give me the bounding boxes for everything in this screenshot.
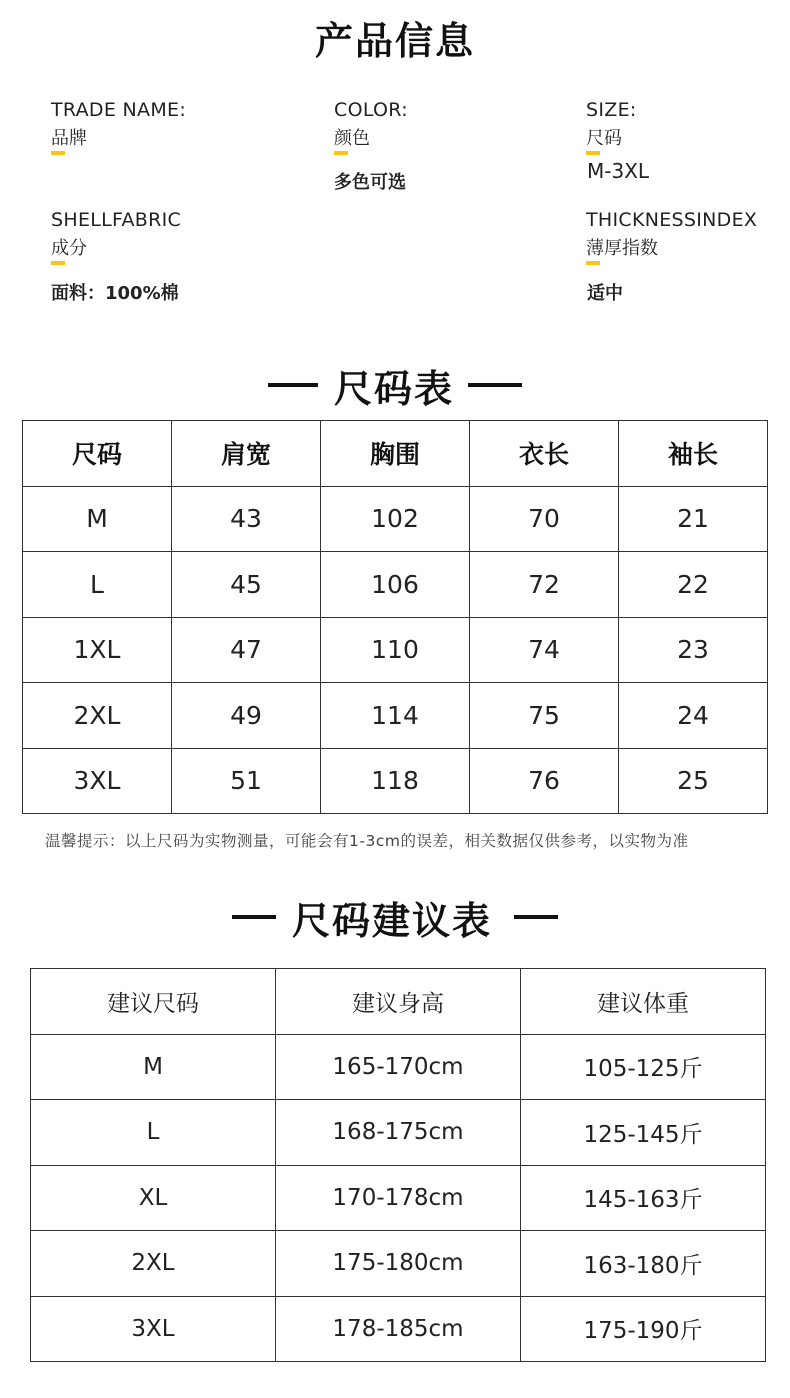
- table-header-row: [23, 421, 768, 487]
- table-cell: 170-178cm: [276, 1165, 521, 1231]
- table-cell: 51: [172, 748, 321, 814]
- table-cell: 75: [470, 683, 619, 749]
- table-cell: L: [23, 552, 172, 618]
- table-cell: 43: [172, 486, 321, 552]
- table-row: [23, 552, 768, 618]
- header-cell: 建议体重: [521, 969, 766, 1035]
- table-cell: 72: [470, 552, 619, 618]
- table-cell: 110: [321, 617, 470, 683]
- table-cell: L: [31, 1100, 276, 1166]
- table-row: [31, 1100, 766, 1166]
- shell-fabric-value: 面料：100%棉: [51, 283, 179, 304]
- table-cell: XL: [31, 1165, 276, 1231]
- size-label-en: SIZE:: [586, 99, 637, 121]
- table-cell: 168-175cm: [276, 1100, 521, 1166]
- table-cell: 70: [470, 486, 619, 552]
- thickness-accent-bar: [586, 261, 600, 265]
- table-cell: 114: [321, 683, 470, 749]
- size-note: 温馨提示：以上尺码为实物测量，可能会有1-3cm的误差，相关数据仅供参考，以实物为准: [45, 832, 689, 850]
- title-dash-right: [468, 383, 522, 387]
- table-row: [23, 748, 768, 814]
- title-dash-left: [268, 383, 318, 387]
- shell-fabric-label-en: SHELLFABRIC: [51, 209, 182, 231]
- size-chart-table: [22, 420, 768, 814]
- color-label-en: COLOR:: [334, 99, 408, 121]
- header-cell: 肩宽: [172, 421, 321, 487]
- table-cell: 118: [321, 748, 470, 814]
- table-cell: 106: [321, 552, 470, 618]
- recommend-chart-table: [30, 968, 766, 1362]
- header-cell: 袖长: [619, 421, 768, 487]
- table-row: [23, 486, 768, 552]
- header-cell: 衣长: [470, 421, 619, 487]
- table-cell: 25: [619, 748, 768, 814]
- table-row: [23, 617, 768, 683]
- trade-name-label-en: TRADE NAME:: [51, 99, 187, 121]
- shell-fabric-label-cn: 成分: [51, 238, 87, 259]
- table-row: [31, 1165, 766, 1231]
- size-accent-bar: [586, 151, 600, 155]
- recommend-chart-heading: [0, 892, 790, 942]
- product-info-title: 产品信息: [314, 19, 475, 63]
- size-chart-heading: [0, 360, 790, 410]
- color-label-cn: 颜色: [334, 128, 370, 149]
- header-cell: 尺码: [23, 421, 172, 487]
- table-cell: 23: [619, 617, 768, 683]
- title-dash-right: [514, 915, 558, 919]
- table-cell: 22: [619, 552, 768, 618]
- table-cell: 175-180cm: [276, 1231, 521, 1297]
- trade-name-accent-bar: [51, 151, 65, 155]
- size-value: M-3XL: [587, 159, 650, 183]
- size-label-cn: 尺码: [586, 128, 622, 149]
- size-chart-title: 尺码表: [333, 366, 454, 411]
- table-cell: 178-185cm: [276, 1296, 521, 1362]
- table-cell: 105-125斤: [521, 1034, 766, 1100]
- table-cell: 125-145斤: [521, 1100, 766, 1166]
- thickness-label-en: THICKNESSINDEX: [586, 209, 758, 231]
- table-cell: 2XL: [23, 683, 172, 749]
- header-cell: 建议尺码: [31, 969, 276, 1035]
- header-cell: 胸围: [321, 421, 470, 487]
- table-row: [23, 683, 768, 749]
- table-row: [31, 1034, 766, 1100]
- table-cell: 45: [172, 552, 321, 618]
- table-cell: 102: [321, 486, 470, 552]
- table-cell: 145-163斤: [521, 1165, 766, 1231]
- table-cell: 165-170cm: [276, 1034, 521, 1100]
- table-cell: 2XL: [31, 1231, 276, 1297]
- color-value: 多色可选: [334, 172, 406, 193]
- trade-name-label-cn: 品牌: [51, 128, 87, 149]
- table-cell: 49: [172, 683, 321, 749]
- shell-fabric-accent-bar: [51, 261, 65, 265]
- table-row: [31, 1231, 766, 1297]
- table-cell: 3XL: [31, 1296, 276, 1362]
- table-cell: 163-180斤: [521, 1231, 766, 1297]
- table-cell: 47: [172, 617, 321, 683]
- table-header-row: [31, 969, 766, 1035]
- recommend-chart-title: 尺码建议表: [291, 898, 492, 943]
- table-row: [31, 1296, 766, 1362]
- table-cell: 175-190斤: [521, 1296, 766, 1362]
- table-cell: M: [23, 486, 172, 552]
- table-cell: 76: [470, 748, 619, 814]
- table-cell: 21: [619, 486, 768, 552]
- table-cell: 1XL: [23, 617, 172, 683]
- table-cell: 74: [470, 617, 619, 683]
- thickness-value: 适中: [587, 283, 623, 304]
- header-cell: 建议身高: [276, 969, 521, 1035]
- color-accent-bar: [334, 151, 348, 155]
- title-dash-left: [232, 915, 276, 919]
- thickness-label-cn: 薄厚指数: [586, 238, 658, 259]
- table-cell: 24: [619, 683, 768, 749]
- table-cell: M: [31, 1034, 276, 1100]
- table-cell: 3XL: [23, 748, 172, 814]
